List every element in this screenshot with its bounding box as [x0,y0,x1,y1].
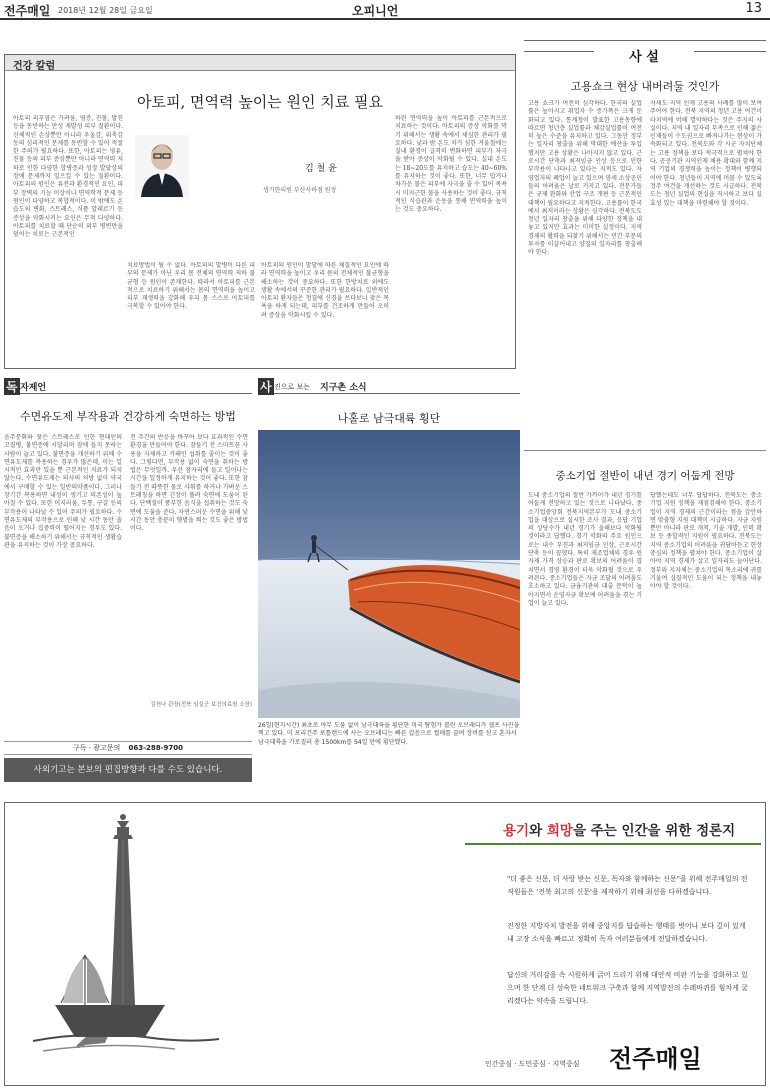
photo-news-tag-rest: 지구촌 소식 [320,383,367,393]
ad-paragraph-2: 진정한 지방자치 발전을 위해 중앙지를 답습하는 행태를 벗어나 보다 깊이 있게 내 고장 소식을 빠르고 정확히 독자 여러분들에게 전달하겠습니다. [507,922,746,943]
photo-news-header [258,378,520,394]
photo-news-tag-small: 진으로 보는 [274,383,311,391]
health-column-tag: 건강 칼럼 [13,61,56,72]
photo-news [258,378,520,788]
health-column-author-title: 생기한의원 부산사하점 원장 [263,187,337,194]
health-column-col2: 치료방법이 될 수 없다. 아토피의 발병이 다른 피부의 문제가 아닌 우리 몸 전체의 면역력 저하 불균형 등 원인이 존재한다. 따라서 아토피를 근본적으로 치료하기 위해서는 몸의 면역력을 높이고 피부 재생력을 강화해 우리 몸 스스로 아토피를 극복할 수 있어야 한다. [127,262,255,311]
editorial-col2: 자세도 지역 인재 고용의 사례를 많이 보여주어야 한다. 전북 지역의 청년 고용 여건이 타지역에 비해 열악하다는 것은 주지의 사실이다. 지역 내 일자리 부족으로 인해 젊은 인재들이 수도권으로 빠져나가는 현상이 가속화되고 있다. 전북도와 각 시군 자치단체는 고용 정책을 보다 적극적으로 펼쳐야 한다. 공공기관 지역인재 채용 확대와 함께 지역 기업의 경쟁력을 높이는 정책이 병행되어야 한다. 청년들이 지역에 머물 수 있도록 정주 여건을 개선하는 것도 시급하다. 전북도는 청년 실업의 현실을 직시하고 보다 실효성 있는 대책을 마련해야 할 것이다. [650,100,762,207]
photo-news-tag-initial: 사 [260,380,272,394]
reader-tag-initial: 독 [6,380,18,394]
health-column [4,54,516,369]
reader-contribution-byline: 김천나 관장(전북 임실군 보건의료원 소장) [150,702,252,708]
ad-logo: 전주매일 [609,1044,702,1073]
editorial [524,26,766,496]
notice-text: 사외기고는 본보의 편집방향과 다를 수도 있습니다. [33,765,223,775]
editorial-col1: 고용 쇼크가 여전히 심각하다. 한국의 실업률은 높아지고 취업자 수 증가폭은 크게 둔화되고 있다. 통계청이 발표한 고용동향에 따르면 청년층 실업률과 체감실업률이 여전히 높은 수준을 유지하고 있다. 그동안 정부는 일자리 창출을 위해 막대한 예산을 투입했지만 고용 상황은 나아지지 않고 있다. 근로시간 단축과 최저임금 인상 등으로 인한 부작용이 나타나고 있다는 지적도 있다. 자영업자의 폐업이 늘고 있으며 영세 소상공인들의 어려움은 날로 커지고 있다. 전문가들은 규제 완화와 산업 구조 개편 등 근본적인 대책이 필요하다고 지적한다. 고용률이 한국에서 최저이라는 상황은 심각하다. 전북도도 청년 일자리 창출을 위해 다양한 정책을 내놓고 있지만 효과는 미미한 실정이다. 지역 경제의 활력을 되찾기 위해서는 민간 부문의 투자를 이끌어내고 양질의 일자리를 창출해야 한다. [528,100,642,257]
ad-title [503,819,735,839]
subscribe-bar [4,741,252,755]
ad-title-rule [465,843,761,845]
author-portrait-icon [135,135,189,197]
health-column-col3: 아토피의 원인이 발달에 따른 체질적인 요인에 따라 면역력을 높이고 우리 몸의 전체적인 불균형을 해소하는 것이 중요하다. 또한 한방치료 외에도 생활 속에서의 꾸준한 관리가 필요하다. 일반적인 아토피 환자들은 청결에 신경을 쓰다보니 잦은 목욕을 하게 되는데, 피부를 건조하게 만들어 오히려 증상을 악화시킬 수 있다. [261,262,389,319]
editorial-divider [524,450,766,451]
masthead-section: 오피니언 [352,4,399,18]
health-column-col4: 하된 면역력을 높이 아토피를 근본적으로 치료하는 것이다. 아토피의 증상 악화를 막기 위해서는 생활 속에서 세심한 관리가 필요하다. 낮과 밤 온도 차가 심한 겨울철에는 실내 환경이 급격히 변화하면 피부가 자극을 받아 증상이 악화될 수 있다. 실내 온도는 18~20도를 유지하고 습도는 40~60%를 유지하는 것이 좋다. 또한, 너무 덥거나 차가운 물은 피부에 자극을 줄 수 있어 목욕 시 미지근한 물을 사용하는 것이 좋다. 규칙적인 식습관과 운동을 통해 면역력을 높이는 것도 중요하다. [395,115,507,214]
ad-title-and: 와 [529,823,547,839]
reader-contribution [4,378,252,738]
masthead [0,0,770,20]
photo-news-title: 나홀로 남극대륙 횡단 [337,412,441,425]
sme-editorial-col2: 답했는데도 너무 답답하다. 전북도는 중소기업 지원 정책을 재점검해야 한다. 중소기업이 지역 경제의 근간이라는 점을 감안하면 맞춤형 지원 대책이 시급하다. 자금 지원뿐만 아니라 판로 개척, 기술 개발, 인력 확보 등 종합적인 지원이 필요하다. 전북도는 지역 중소기업의 어려움을 귀담아듣고 현장 중심의 정책을 펼쳐야 한다. 중소기업이 살아야 지역 경제가 살고 일자리도 늘어난다. 정부와 지자체는 중소기업의 목소리에 귀를 기울여 실질적인 도움이 되는 정책을 내놓아야 할 것이다. [650,492,762,591]
ad-title-courage: 용기 [503,823,530,839]
health-column-author-name: 김 철 윤 [305,164,337,174]
masthead-logo: 전주매일 [4,4,51,18]
sme-editorial-title: 중소기업 절반이 내년 경기 어둡게 전망 [555,470,735,482]
health-column-title: 아토피, 면역력 높이는 원인 치료 필요 [137,93,383,111]
health-column-col1: 아토피 피부염은 가려움, 염증, 진물, 발진 등을 동반하는 만성 재발성 피부 질환이다. 신체적인 손상뿐만 아니라 우울감, 위축감 등의 심리적인 문제를 동반할 수 있어 적절한 주의가 필요하다. 또한, 아토피는 영유, 진물 등의 피부 증상뿐만 아니라 면역력 저하로 인한 다양한 합병증과 성장 발달상의 장애 문제까지 일으킬 수 있는 질환이다. 아토피의 원인은 유전과 환경적인 요인, 피부 장벽의 기능 이상이나 면역학적 문제 등 원인이 다양하고 복합적이다. 이 밖에도 온습도의 변화, 스트레스, 식품 알레르기 등 증상을 악화시키는 요인은 무척 다양하다. 아토피를 치료할 때 단순히 외부 병변만을 덮어는 치료는 근본적인 [13,115,123,239]
masthead-date: 2018년 12월 28일 금요일 [58,6,153,15]
antarctic-photo [258,430,520,718]
antarctic-sled-photo-icon [258,430,520,718]
reader-contribution-col2: 전 주간의 반응을 바꾸어 보다 효과적인 수면 환경을 만들어야 한다. 잠들기 전 스마트폰 사용을 자제하고 카페인 섭취를 줄이는 것이 좋다. 그렇다면, 부작용 없이 숙면을 취하는 방법은 무엇일까. 우선 잠자리에 들고 일어나는 시간을 일정하게 유지하는 것이 좋다. 또한 잠들기 전 따뜻한 물로 샤워를 하거나 가벼운 스트레칭을 하면 긴장이 풀려 숙면에 도움이 된다. 단백질이 풍부한 음식을 섭취하는 것도 숙면에 도움을 준다. 자연스러운 수면을 위해 낮 시간 동안 충분히 햇볕을 쬐는 것도 좋은 방법이다. [130,434,248,533]
editorial-tag: 사 설 [594,46,694,65]
reader-contribution-title: 수면유도제 부작용과 건강하게 숙면하는 방법 [20,410,236,423]
ad-paragraph-1: "더 좋은 신문, 더 사랑 받는 신문, 독자와 함께하는 신문"을 위해 전주매일의 전 직원들은 '전북 최고의 신문'을 제작하기 위해 최선을 다하겠습니다. [507,875,748,896]
health-column-header [5,55,515,71]
reader-contribution-header [4,378,252,394]
ad-slogan: 인간중심 · 도민중심 · 지역중심 [485,1060,580,1068]
subscribe-label: 구독 · 광고문의 [72,744,121,752]
subscribe-phone: 063-288-9700 [128,744,183,752]
ad-paragraph-3: 답신의 거리감을 속 시원하게 긁어 드리기 위해 대안적 비판 기능을 강화하고 있으며 한 단계 더 성숙한 네트워크 구축과 함께 지역발전의 수레바퀴를 힘차게 굴리겠다는 약속을 드립니다. [507,971,748,1005]
reader-tag-rest: 자제언 [20,383,47,393]
ad-title-hope: 희망 [546,823,573,839]
reader-contribution-col1: 음주문화와 잦은 스트레스로 인한 현대인의 고질병, 불면증에 시달리며 잠에 들지 못하는 사람이 늘고 있다. 불면증을 개선하기 위해 수면유도제를 복용하는 경우가 많은데, 이는 일시적인 효과만 있을 뿐 근본적인 치료가 되지 않는다. 수면유도제는 의사의 처방 없이 약국에서 구매할 수 있는 일반의약품이다. 그러나 장기간 복용하면 내성이 생기고 의존성이 높아질 수 있다. 또한 어지러움, 두통, 구갈 등의 부작용이 나타날 수 있어 주의가 필요하다. 수면유도제의 부작용으로 인해 낮 시간 동안 졸음이 오거나 집중력이 떨어지는 경우도 있다. 불면증을 해소하기 위해서는 규칙적인 생활습관을 유지하는 것이 가장 중요하다. [4,434,122,549]
ad-title-rest: 을 주는 인간을 위한 정론지 [572,823,736,839]
lighthouse-ship-icon [25,805,225,1085]
sme-editorial-col1: 도내 중소기업의 절반 가까이가 내년 경기를 어둡게 전망하고 있는 것으로 나타났다. 중소기업중앙회 전북지역본부가 도내 중소기업을 대상으로 실시한 조사 결과, 응답 기업의 상당수가 내년 경기가 올해보다 악화될 것이라고 답했다. 경기 악화의 주요 원인으로는 내수 부진과 최저임금 인상, 근로시간 단축 등이 꼽혔다. 특히 제조업체의 경우 원자재 가격 상승과 판로 확보의 어려움이 겹치면서 경영 환경이 더욱 악화될 것으로 우려된다. 중소기업들은 자금 조달의 어려움도 호소하고 있다. 금융기관의 대출 문턱이 높아지면서 운영자금 확보에 어려움을 겪는 기업이 늘고 있다. [528,492,642,607]
editorial-title: 고용쇼크 현상 내버려둘 것인가 [570,80,720,93]
photo-news-caption: 26일(현지시간) 최초로 아무 도움 없이 남극대륙을 횡단한 미국 탐험가 콜린 오브래디가 셀프 사진을 찍고 있다. 미 포리건주 포틀랜드에 사는 오브래디는 빠른 걸음으로 썰매를 끌며 장비를 싣고 혼자서 남극대륙을 가로질러 총 1500km를 54일 만에 횡단했다. [258,722,520,746]
outside-contribution-notice [4,758,252,782]
author-photo [135,135,189,197]
page-number: 13 [745,1,762,16]
masthead-ad [4,802,766,1086]
